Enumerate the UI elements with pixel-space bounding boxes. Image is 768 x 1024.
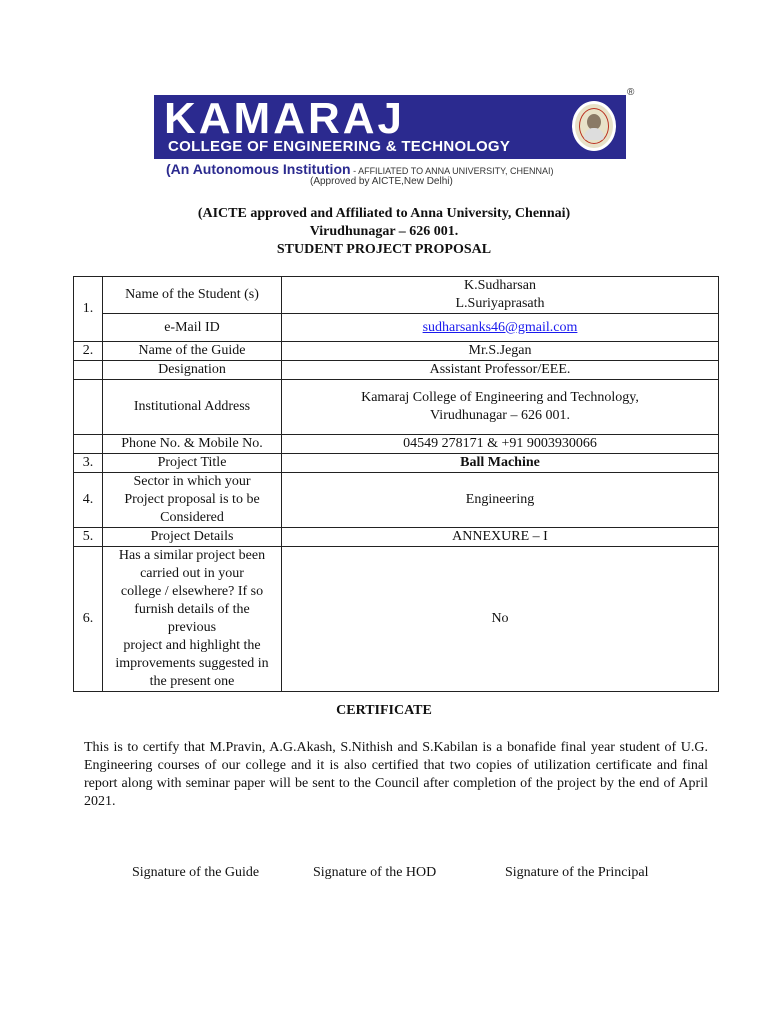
table-row xyxy=(74,473,719,528)
value-email xyxy=(282,314,719,342)
label-address: Institutional Address xyxy=(103,380,282,435)
certificate-title: CERTIFICATE xyxy=(336,703,432,718)
logo-title: KAMARAJ xyxy=(164,94,405,143)
label-similar-line: carried out in your xyxy=(140,566,244,581)
registered-mark: ® xyxy=(627,87,635,98)
label-guide: Name of the Guide xyxy=(103,342,282,361)
logo-autonomous-line xyxy=(166,161,553,177)
email-link[interactable]: sudharsanks46@gmail.com xyxy=(422,319,578,335)
label-similar-line: project and highlight the xyxy=(123,638,261,653)
value-sector: Engineering xyxy=(282,473,719,528)
logo-subtitle: COLLEGE OF ENGINEERING & TECHNOLOGY xyxy=(168,138,511,155)
value-phone: 04549 278171 & +91 9003930066 xyxy=(282,435,719,454)
label-similar-line: the present one xyxy=(149,674,235,689)
label-sector xyxy=(103,473,282,528)
label-email: e-Mail ID xyxy=(103,314,282,342)
row-number-empty xyxy=(74,380,103,435)
table-row xyxy=(74,454,719,473)
logo-approval-line: (Approved by AICTE,New Delhi) xyxy=(310,176,453,187)
logo-autonomous-text: (An Autonomous Institution xyxy=(166,161,351,177)
table-row xyxy=(74,380,719,435)
label-similar-line: furnish details of the xyxy=(134,602,250,617)
label-project-title: Project Title xyxy=(103,454,282,473)
label-student-names: Name of the Student (s) xyxy=(103,277,282,314)
value-student-names xyxy=(282,277,719,314)
label-similar-line: improvements suggested in xyxy=(115,656,269,671)
row-number: 1. xyxy=(74,277,103,342)
student-name-2: L.Suriyaprasath xyxy=(455,296,545,311)
value-similar-project: No xyxy=(282,547,719,692)
heading-document-title: STUDENT PROJECT PROPOSAL xyxy=(276,242,492,257)
founder-seal-icon xyxy=(572,101,616,151)
label-sector-line: Considered xyxy=(160,510,224,525)
value-project-title: Ball Machine xyxy=(282,454,719,473)
label-designation: Designation xyxy=(103,361,282,380)
proposal-table xyxy=(73,276,719,692)
address-line-2: Virudhunagar – 626 001. xyxy=(430,408,570,423)
certificate-body: This is to certify that M.Pravin, A.G.Akash, S.Nithish and S.Kabilan is a bonafide final year student of U.G. Engineering courses of our college and it is also certified that two copies of utilization certificate and final report along with seminar paper will be sent to the Council after completion of the project by the end of April 2021. xyxy=(84,740,708,809)
table-row xyxy=(74,547,719,692)
label-sector-line: Sector in which your xyxy=(133,474,251,489)
value-address xyxy=(282,380,719,435)
label-phone: Phone No. & Mobile No. xyxy=(103,435,282,454)
college-logo-banner xyxy=(154,95,626,159)
signature-hod: Signature of the HOD xyxy=(313,865,437,880)
row-number: 6. xyxy=(74,547,103,692)
address-line-1: Kamaraj College of Engineering and Technology, xyxy=(361,390,639,405)
table-row xyxy=(74,528,719,547)
value-designation: Assistant Professor/EEE. xyxy=(282,361,719,380)
label-sector-line: Project proposal is to be xyxy=(124,492,260,507)
table-row xyxy=(74,277,719,314)
table-row xyxy=(74,314,719,342)
row-number-empty xyxy=(74,361,103,380)
value-project-details: ANNEXURE – I xyxy=(282,528,719,547)
signature-principal: Signature of the Principal xyxy=(505,865,649,880)
label-similar-line: college / elsewhere? If so xyxy=(120,584,264,599)
logo-affiliation-text: - AFFILIATED TO ANNA UNIVERSITY, CHENNAI) xyxy=(350,166,554,176)
table-row xyxy=(74,435,719,454)
table-row xyxy=(74,342,719,361)
signature-guide: Signature of the Guide xyxy=(132,865,260,880)
row-number-empty xyxy=(74,435,103,454)
label-project-details: Project Details xyxy=(103,528,282,547)
row-number: 3. xyxy=(74,454,103,473)
student-name-1: K.Sudharsan xyxy=(464,278,536,293)
table-row xyxy=(74,361,719,380)
heading-location: Virudhunagar – 626 001. xyxy=(309,224,459,239)
heading-affiliation: (AICTE approved and Affiliated to Anna University, Chennai) xyxy=(197,206,571,221)
label-similar-project xyxy=(103,547,282,692)
label-similar-line: previous xyxy=(167,620,217,635)
value-guide: Mr.S.Jegan xyxy=(282,342,719,361)
row-number: 2. xyxy=(74,342,103,361)
label-similar-line: Has a similar project been xyxy=(118,548,266,563)
row-number: 5. xyxy=(74,528,103,547)
row-number: 4. xyxy=(74,473,103,528)
